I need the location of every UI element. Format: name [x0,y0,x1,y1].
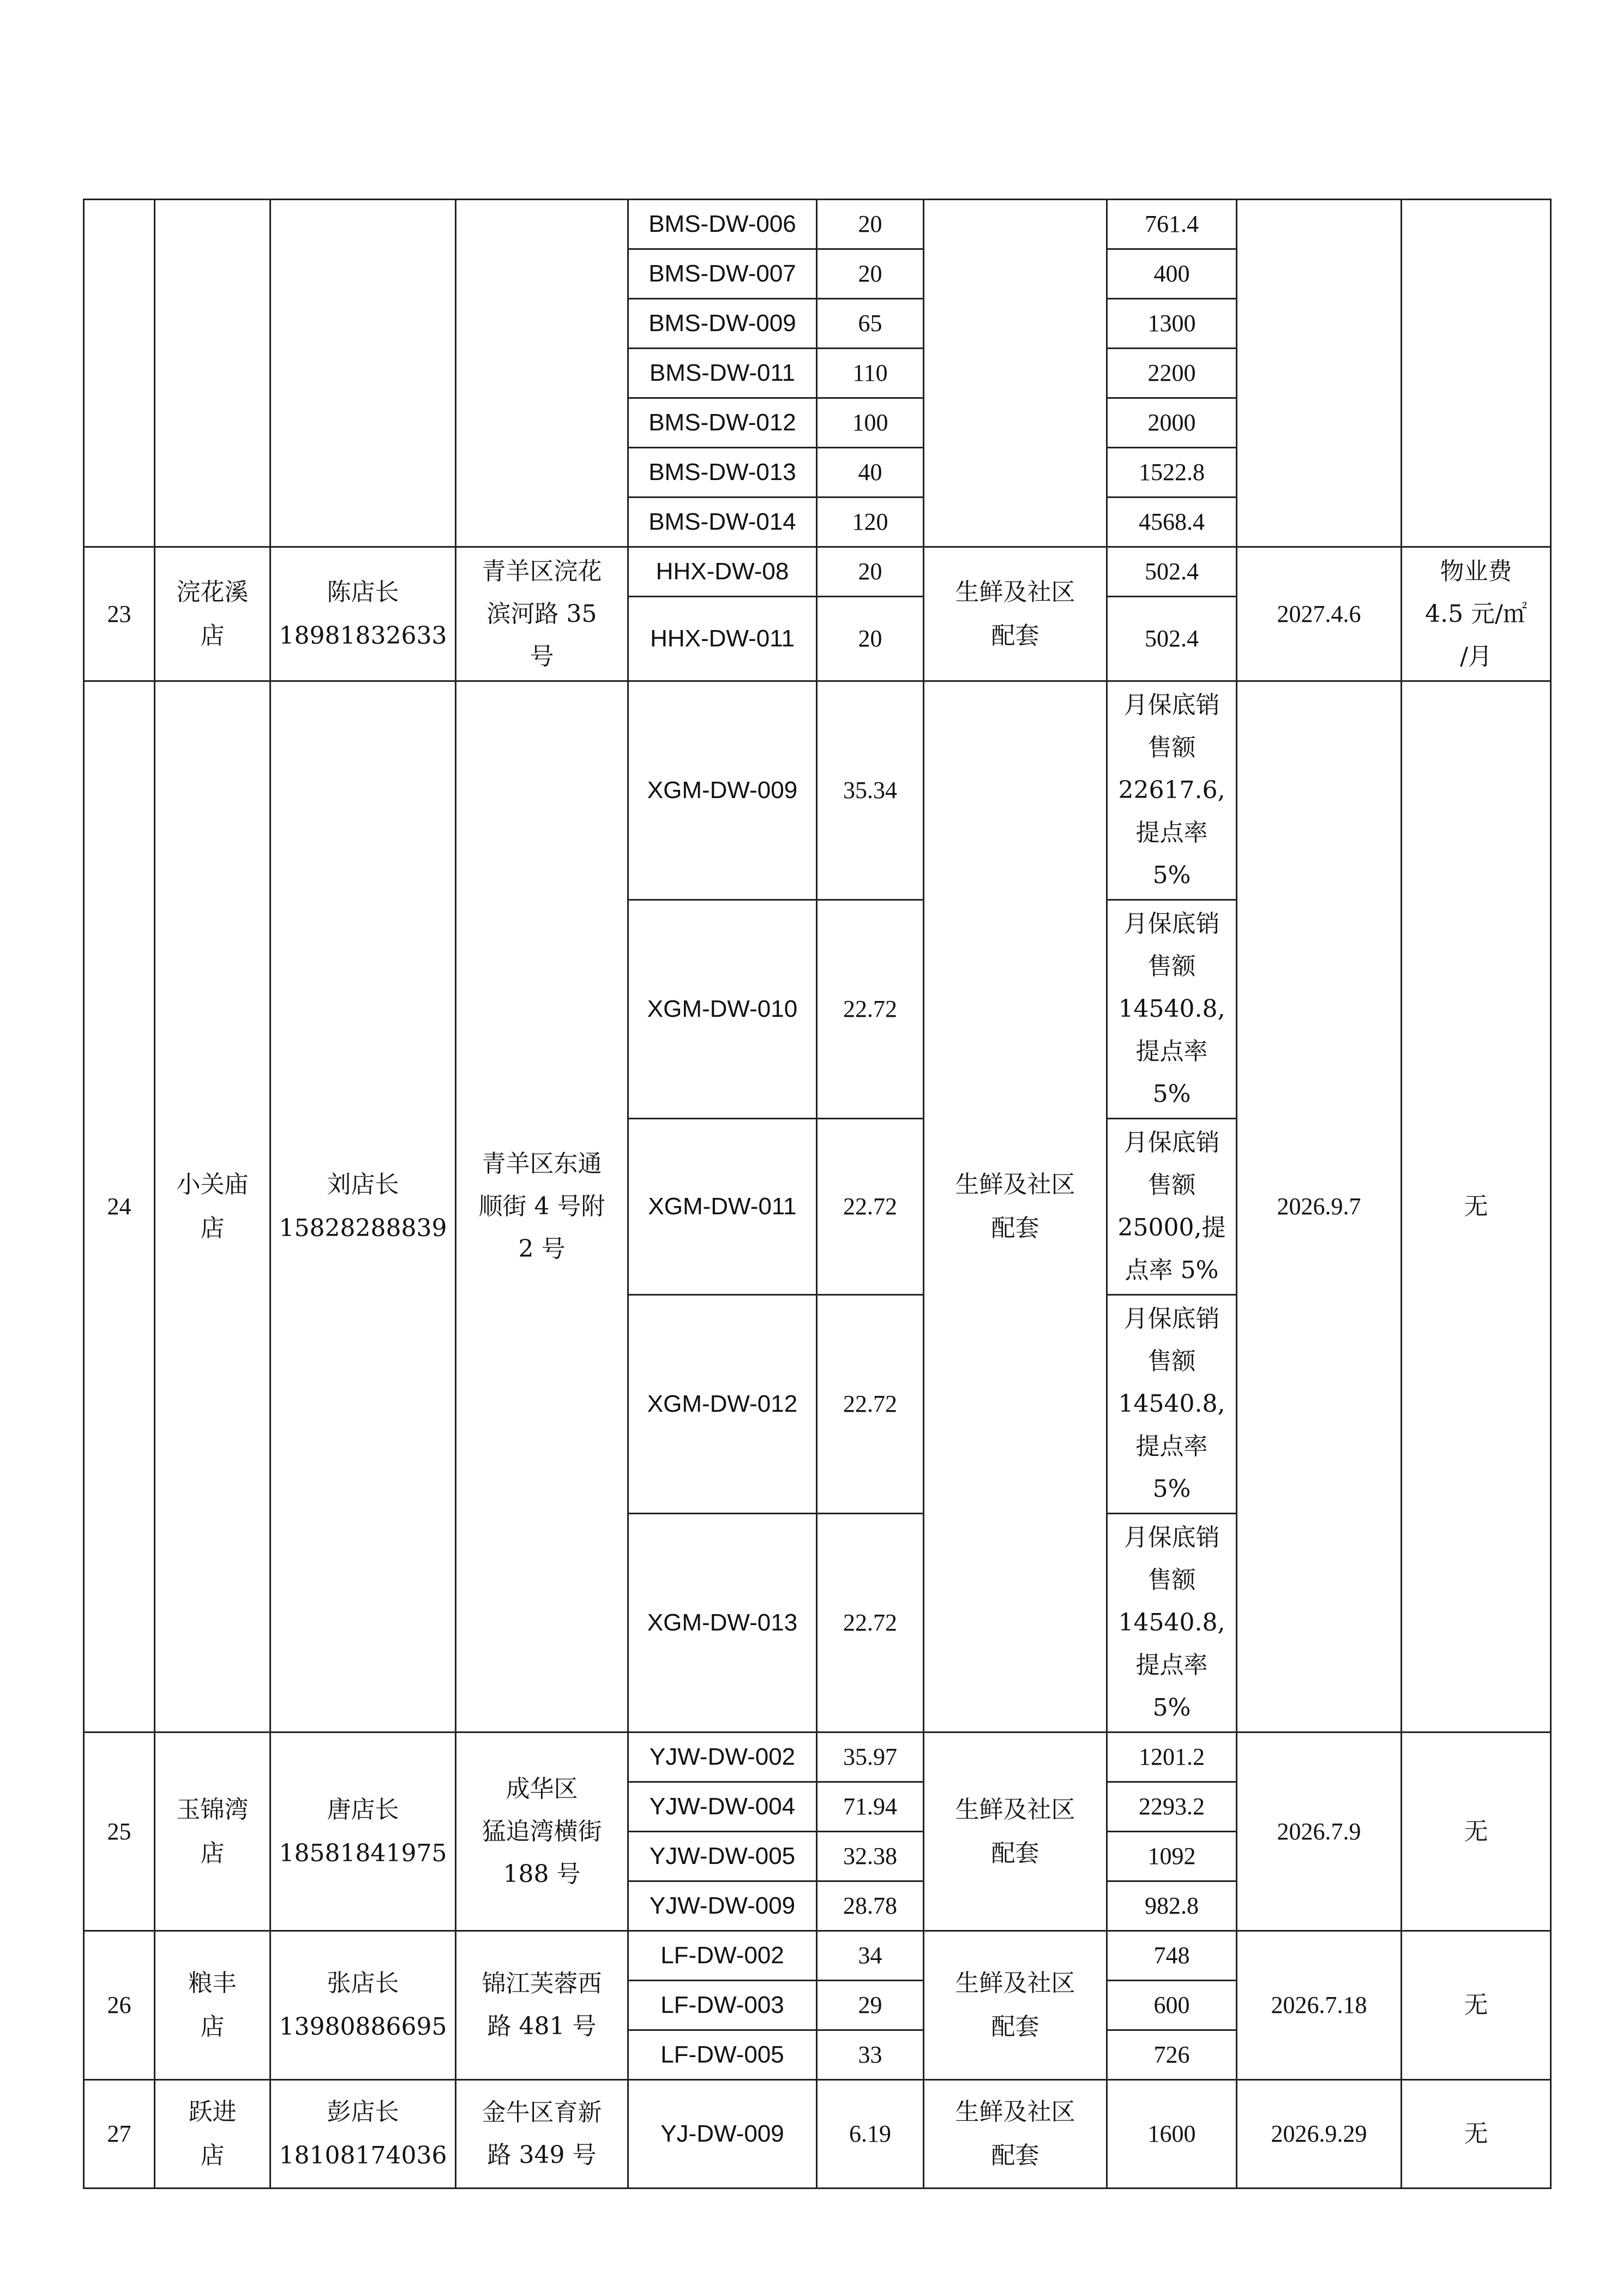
area-cell: 40 [817,448,924,497]
store-name-cell: 粮丰 店 [155,1931,270,2080]
store-address-cell: 锦江芙蓉西 路 481 号 [456,1931,628,2080]
rent-cell: 726 [1107,2030,1237,2080]
rent-cell: 1522.8 [1107,448,1237,497]
unit-code-cell: HHX-DW-08 [628,547,817,597]
store-contact-cell: 刘店长 15828288839 [270,681,456,1733]
unit-code-cell: LF-DW-002 [628,1931,817,1981]
unit-code-cell: XGM-DW-012 [628,1295,817,1514]
area-cell: 20 [817,547,924,597]
area-cell: 20 [817,249,924,299]
unit-code-cell: BMS-DW-013 [628,448,817,497]
rent-cell: 1600 [1107,2080,1237,2189]
area-cell: 33 [817,2030,924,2080]
blank-category-cell [924,200,1107,547]
unit-code-cell: YJW-DW-005 [628,1832,817,1881]
unit-code-cell: HHX-DW-011 [628,597,817,681]
store-address-cell: 青羊区东通 顺街 4 号附 2 号 [456,681,628,1733]
blank-address-cell [456,200,628,547]
store-name-cell: 小关庙 店 [155,681,270,1733]
store-name-cell: 玉锦湾 店 [155,1733,270,1931]
store-address-cell: 青羊区浣花 滨河路 35 号 [456,547,628,681]
store-category-cell: 生鲜及社区 配套 [924,2080,1107,2189]
unit-code-cell: YJ-DW-009 [628,2080,817,2189]
store-contact-cell: 张店长 13980886695 [270,1931,456,2080]
area-cell: 6.19 [817,2080,924,2189]
area-cell: 22.72 [817,1295,924,1514]
rent-cell: 502.4 [1107,547,1237,597]
unit-code-cell: YJW-DW-002 [628,1733,817,1782]
rent-cell: 月保底销 售额 22617.6, 提点率 5% [1107,681,1237,900]
unit-code-cell: LF-DW-003 [628,1981,817,2030]
blank-contact-cell [270,200,456,547]
store-category-cell: 生鲜及社区 配套 [924,681,1107,1733]
area-cell: 28.78 [817,1881,924,1931]
table-row [84,1733,1551,1782]
area-cell: 20 [817,597,924,681]
area-cell: 34 [817,1931,924,1981]
area-cell: 35.34 [817,681,924,900]
note-cell: 无 [1402,681,1551,1733]
area-cell: 35.97 [817,1733,924,1782]
rent-cell: 400 [1107,249,1237,299]
unit-code-cell: BMS-DW-006 [628,200,817,249]
area-cell: 65 [817,299,924,349]
note-cell: 物业费 4.5 元/㎡ /月 [1402,547,1551,681]
unit-code-cell: YJW-DW-004 [628,1782,817,1832]
store-number-cell: 24 [84,681,155,1733]
store-category-cell: 生鲜及社区 配套 [924,1733,1107,1931]
table-row [84,200,1551,249]
area-cell: 110 [817,349,924,398]
unit-code-cell: YJW-DW-009 [628,1881,817,1931]
table-row [84,2080,1551,2189]
unit-code-cell: BMS-DW-012 [628,398,817,448]
store-contact-cell: 彭店长 18108174036 [270,2080,456,2189]
area-cell: 120 [817,497,924,547]
unit-code-cell: LF-DW-005 [628,2030,817,2080]
blank-note-cell [1402,200,1551,547]
store-category-cell: 生鲜及社区 配套 [924,547,1107,681]
store-lease-table [83,199,1552,2189]
table-row [84,681,1551,900]
unit-code-cell: BMS-DW-007 [628,249,817,299]
store-address-cell: 金牛区育新 路 349 号 [456,2080,628,2189]
area-cell: 22.72 [817,900,924,1119]
rent-cell: 月保底销 售额 14540.8, 提点率 5% [1107,1295,1237,1514]
table-row [84,547,1551,597]
unit-code-cell: BMS-DW-009 [628,299,817,349]
blank-no-cell [84,200,155,547]
area-cell: 32.38 [817,1832,924,1881]
lease-expiry-cell: 2026.7.9 [1237,1733,1402,1931]
store-number-cell: 26 [84,1931,155,2080]
rent-cell: 月保底销 售额 25000,提 点率 5% [1107,1119,1237,1295]
store-category-cell: 生鲜及社区 配套 [924,1931,1107,2080]
rent-cell: 月保底销 售额 14540.8, 提点率 5% [1107,900,1237,1119]
area-cell: 100 [817,398,924,448]
rent-cell: 502.4 [1107,597,1237,681]
rent-cell: 1201.2 [1107,1733,1237,1782]
lease-expiry-cell: 2026.9.7 [1237,681,1402,1733]
area-cell: 29 [817,1981,924,2030]
note-cell: 无 [1402,1931,1551,2080]
rent-cell: 2000 [1107,398,1237,448]
store-number-cell: 23 [84,547,155,681]
rent-cell: 4568.4 [1107,497,1237,547]
unit-code-cell: XGM-DW-010 [628,900,817,1119]
rent-cell: 1092 [1107,1832,1237,1881]
unit-code-cell: BMS-DW-011 [628,349,817,398]
rent-cell: 月保底销 售额 14540.8, 提点率 5% [1107,1514,1237,1733]
area-cell: 20 [817,200,924,249]
rent-cell: 1300 [1107,299,1237,349]
store-number-cell: 25 [84,1733,155,1931]
rent-cell: 748 [1107,1931,1237,1981]
rent-cell: 2200 [1107,349,1237,398]
store-address-cell: 成华区 猛追湾横街 188 号 [456,1733,628,1931]
area-cell: 22.72 [817,1514,924,1733]
store-contact-cell: 唐店长 18581841975 [270,1733,456,1931]
note-cell: 无 [1402,2080,1551,2189]
store-contact-cell: 陈店长 18981832633 [270,547,456,681]
blank-expiry-cell [1237,200,1402,547]
store-name-cell: 浣花溪 店 [155,547,270,681]
rent-cell: 761.4 [1107,200,1237,249]
lease-expiry-cell: 2026.7.18 [1237,1931,1402,2080]
area-cell: 22.72 [817,1119,924,1295]
rent-cell: 982.8 [1107,1881,1237,1931]
area-cell: 71.94 [817,1782,924,1832]
lease-expiry-cell: 2027.4.6 [1237,547,1402,681]
unit-code-cell: XGM-DW-011 [628,1119,817,1295]
unit-code-cell: XGM-DW-013 [628,1514,817,1733]
store-name-cell: 跃进 店 [155,2080,270,2189]
unit-code-cell: XGM-DW-009 [628,681,817,900]
table-row [84,1931,1551,1981]
lease-expiry-cell: 2026.9.29 [1237,2080,1402,2189]
rent-cell: 2293.2 [1107,1782,1237,1832]
rent-cell: 600 [1107,1981,1237,2030]
note-cell: 无 [1402,1733,1551,1931]
store-number-cell: 27 [84,2080,155,2189]
blank-name-cell [155,200,270,547]
unit-code-cell: BMS-DW-014 [628,497,817,547]
